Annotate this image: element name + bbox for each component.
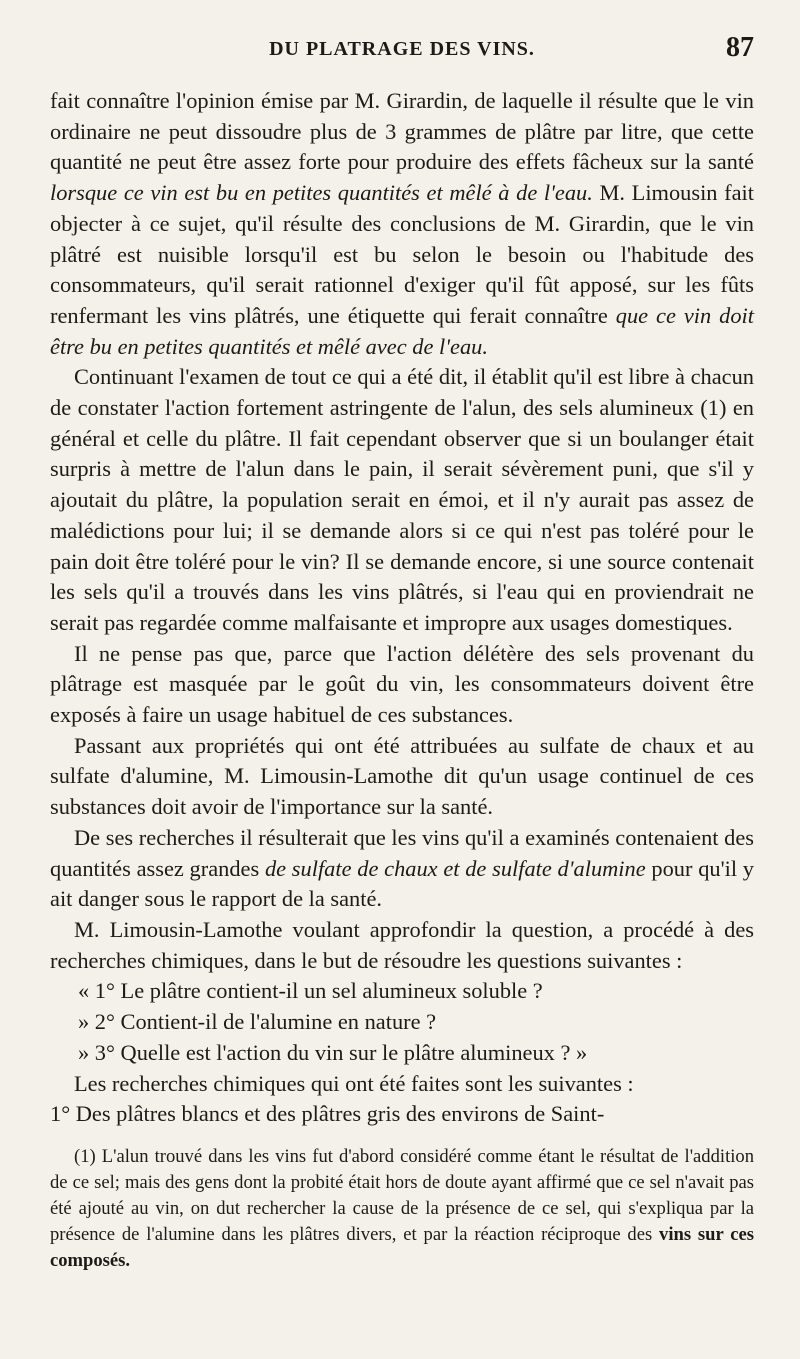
paragraph-7: Les recherches chimiques qui ont été faites sont les suivantes : xyxy=(74,1070,634,1096)
body-text xyxy=(50,86,754,1130)
paragraph-1-italic-b: que ce vin doit être bu en petites quantités et mêlé avec de l'eau. xyxy=(50,302,754,359)
running-head: DU PLATRAGE DES VINS. xyxy=(269,38,535,60)
paragraph-5 xyxy=(50,823,754,915)
question-1: « 1° Le plâtre contient-il un sel alumineux soluble ? xyxy=(78,978,543,1004)
paragraph-1 xyxy=(50,86,754,362)
paragraph-8: 1° Des plâtres blancs et des plâtres gris des environs de Saint- xyxy=(50,1101,605,1127)
page-header xyxy=(50,30,754,86)
paragraph-5-part-a: De ses recherches il résulterait que les vins qu'il a examinés contenaient des quantités assez grandes xyxy=(50,824,754,881)
page-number: 87 xyxy=(726,32,754,63)
footnote-text: (1) L'alun trouvé dans les vins fut d'abord considéré comme étant le résultat de l'addition de ce sel; mais des gens dont la probité était hors de doute ayant affirmé que ce sel n'avait pas été ajouté au vin, on dut rechercher la cause de la présence de ce sel, qui s'expliqua par la présence de l'alumine dans les plâtres divers, et par la réaction réciproque des xyxy=(50,1145,754,1245)
paragraph-1-italic-a: lorsque ce vin est bu en petites quantités et mêlé à de l'eau. xyxy=(50,180,593,206)
paragraph-4: Passant aux propriétés qui ont été attribuées au sulfate de chaux et au sulfate d'alumine, M. Limousin-Lamothe dit qu'un usage continuel de ces substances doit avoir de l'importance sur la santé. xyxy=(50,732,754,820)
paragraph-6: M. Limousin-Lamothe voulant approfondir la question, a procédé à des recherches chimiques, dans le but de résoudre les questions suivantes : xyxy=(50,916,754,973)
paragraph-1-part-a: fait connaître l'opinion émise par M. Girardin, de laquelle il résulte que le vin ordinaire ne peut dissoudre plus de 3 grammes de plâtre par litre, que cette quantité ne peut être assez forte pour produire des effets fâcheux sur la santé xyxy=(50,88,754,175)
question-2: » 2° Contient-il de l'alumine en nature ? xyxy=(78,1009,437,1035)
footnote-1 xyxy=(50,1144,754,1274)
paragraph-5-italic: de sulfate de chaux et de sulfate d'alumine xyxy=(264,855,646,881)
paragraph-5-part-c: pour qu'il y ait danger sous le rapport de la santé. xyxy=(50,855,754,912)
question-3: » 3° Quelle est l'action du vin sur le plâtre alumineux ? » xyxy=(78,1039,588,1065)
paragraph-1-part-c: M. Limousin fait objecter à ce sujet, qu'il résulte des conclusions de M. Girardin, que le vin plâtré est nuisible lorsqu'il est bu selon le besoin ou l'habitude des consommateurs, qu'il serait rationnel d'exiger qu'il fût apposé, sur les fûts renfermant les vins plâtrés, une étiquette qui ferait connaître xyxy=(50,180,754,328)
paragraph-3: Il ne pense pas que, parce que l'action délétère des sels provenant du plâtrage est masquée par le goût du vin, les consommateurs doivent être exposés à faire un usage habituel de ces substances. xyxy=(50,640,754,728)
paragraph-2: Continuant l'examen de tout ce qui a été dit, il établit qu'il est libre à chacun de constater l'action fortement astringente de l'alun, des sels alumineux (1) en général et celle du plâtre. Il fait cependant observer que si un boulanger était surpris à mettre de l'alun dans le pain, il serait sévèrement puni, que s'il y ajoutait du plâtre, la population serait en émoi, et il n'y aurait pas assez de malédictions pour lui; il se demande alors si ce qui n'est pas toléré pour le pain doit être toléré pour le vin? Il se demande encore, si une source contenait les sels qu'il a trouvés dans les vins plâtrés, si l'eau qui en proviendrait ne serait pas regardée comme malfaisante et impropre aux usages domestiques. xyxy=(50,364,754,635)
footnote xyxy=(50,1144,754,1274)
footnote-text-bold: vins sur ces composés. xyxy=(50,1223,755,1271)
